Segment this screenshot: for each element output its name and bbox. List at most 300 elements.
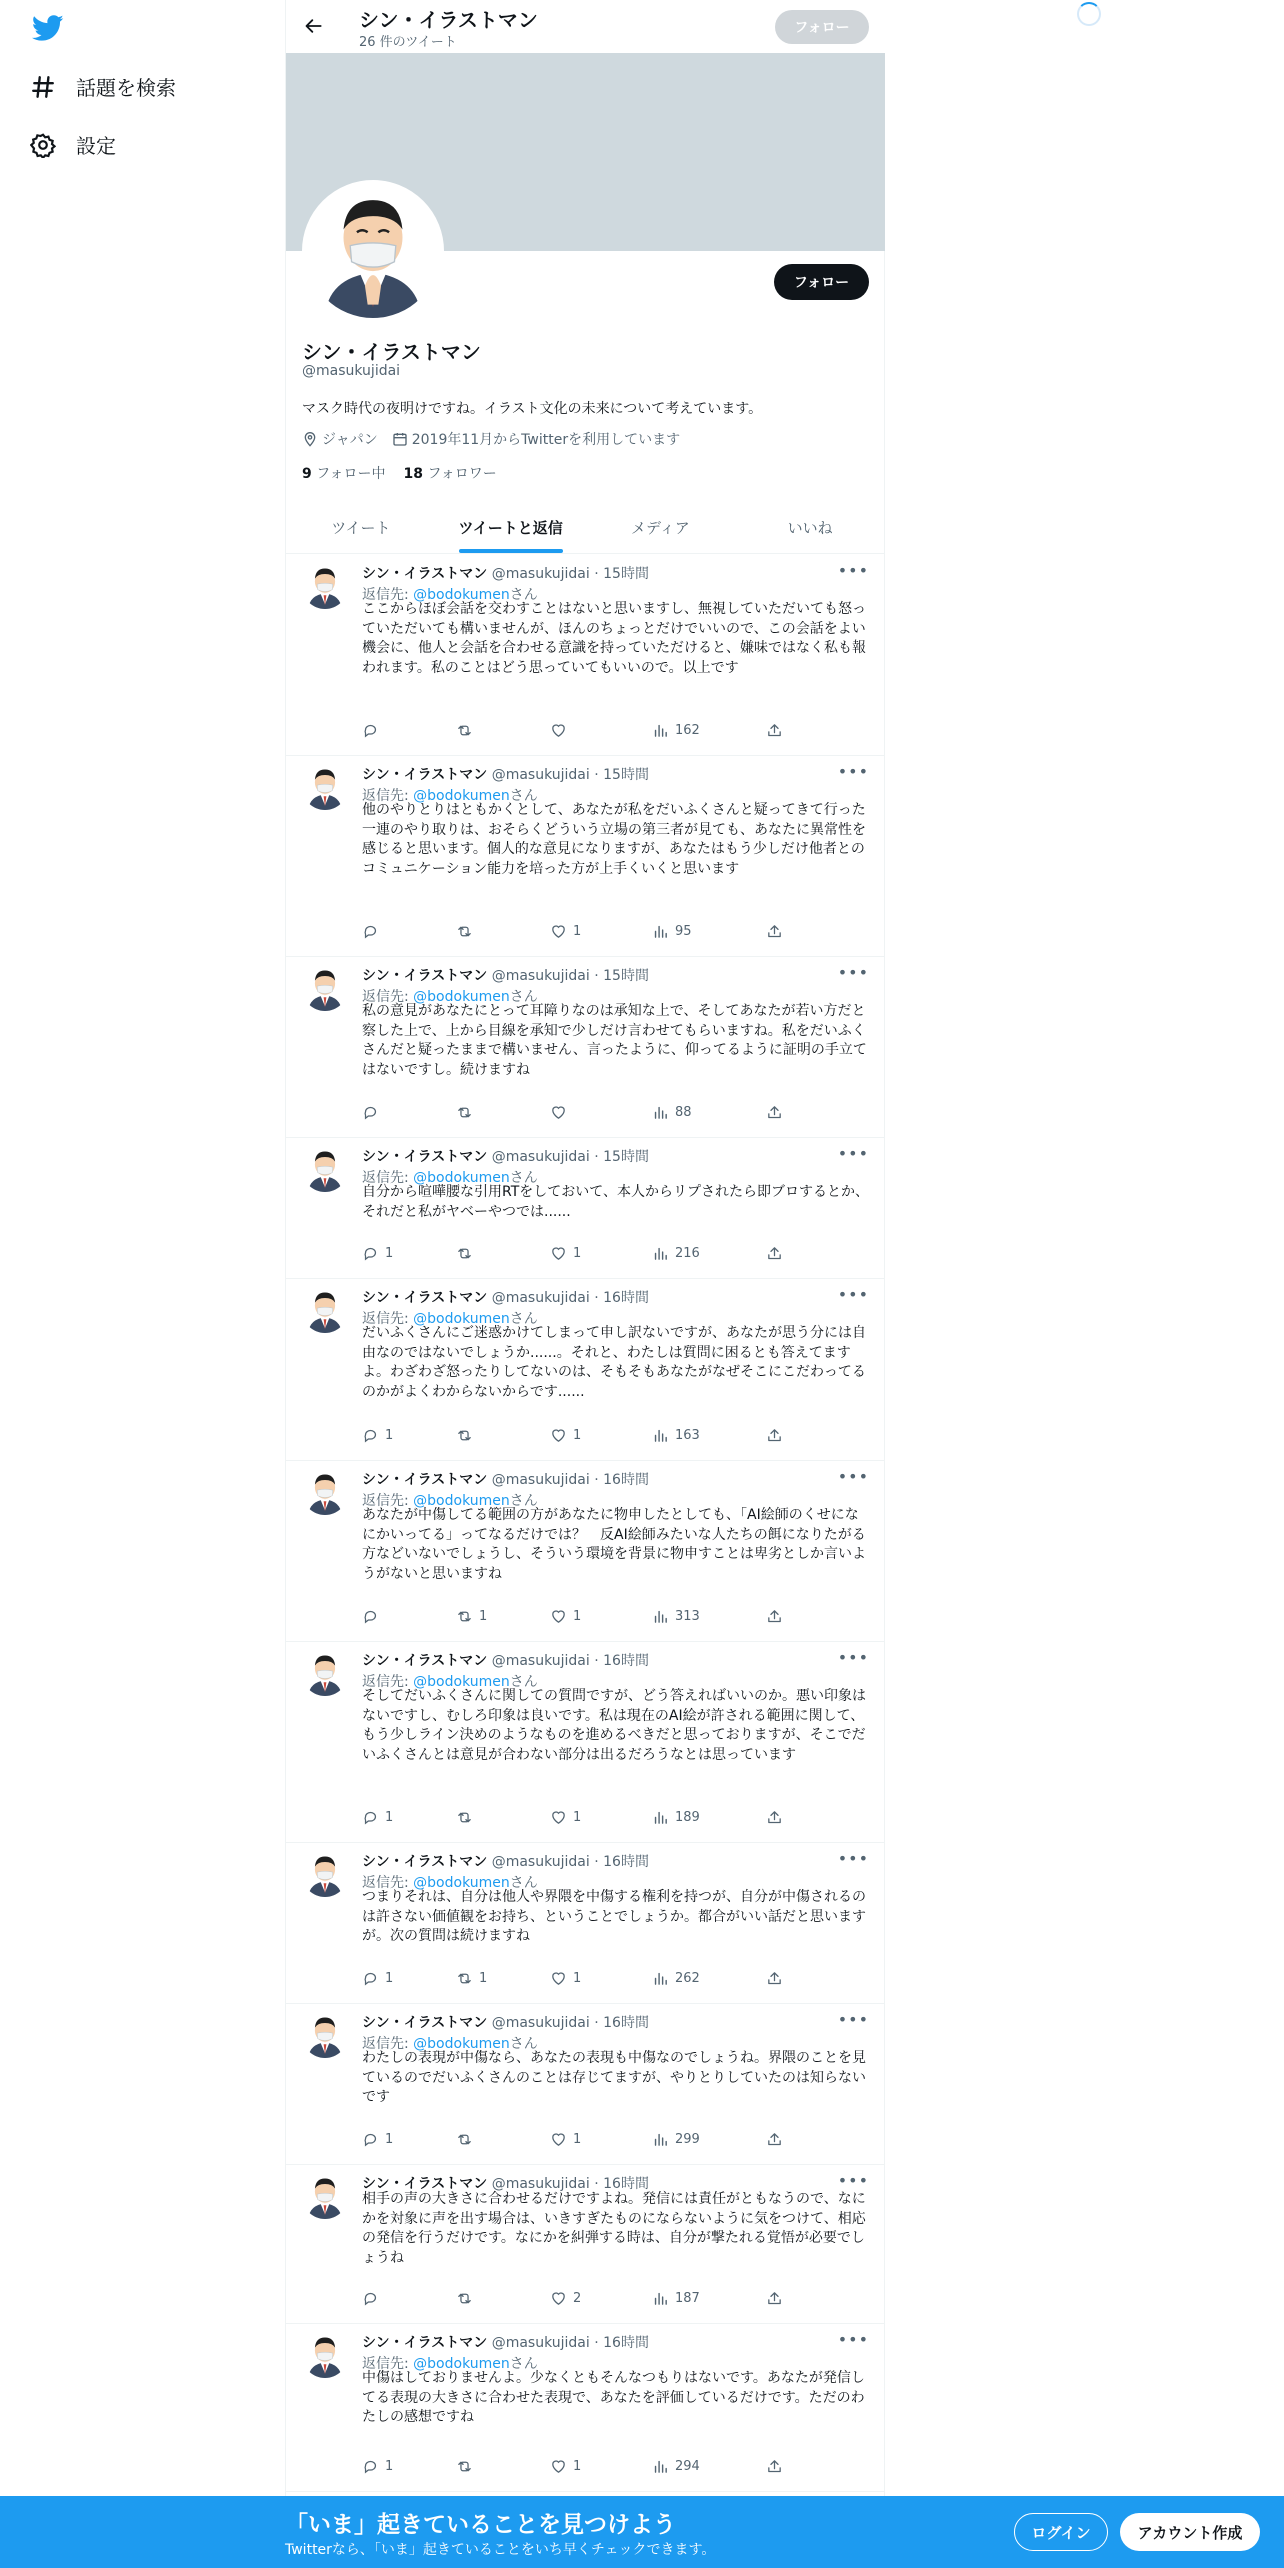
author-name[interactable]: シン・イラストマン bbox=[362, 1854, 488, 1870]
reply-to-link[interactable]: @bodokumen bbox=[413, 788, 510, 804]
main-column bbox=[285, 0, 885, 2568]
view-count: 187 bbox=[675, 2291, 700, 2306]
author-name[interactable]: シン・イラストマン bbox=[362, 968, 488, 984]
views-button[interactable] bbox=[652, 923, 692, 940]
profile-tabs bbox=[286, 502, 885, 554]
reply-count: 1 bbox=[385, 1428, 394, 1443]
views-icon bbox=[652, 1608, 669, 1625]
tweet-time[interactable]: 16時間 bbox=[603, 1854, 649, 1870]
tweet-text: だいふくさんにご迷惑かけてしまって申し訳ないですが、あなたが思う分には自由なのではないでしょうか......。それと、わたしは質問に困るとも答えてますよ。わざわざ怒ったりしてないのは、そもそもあなたがなぜそこにこだわってるのかがよくわからないからです...... bbox=[362, 1325, 866, 1400]
gear-icon bbox=[30, 132, 56, 158]
views-button[interactable] bbox=[652, 2458, 700, 2475]
retweet-icon bbox=[456, 1427, 473, 1444]
bottom-title: 「いま」起きていることを見つけよう bbox=[285, 2512, 676, 2538]
author-handle[interactable]: @masukujidai bbox=[491, 2335, 590, 2351]
tweet-header bbox=[362, 1287, 649, 1307]
reply-icon bbox=[362, 1427, 379, 1444]
reply-to-link[interactable]: @bodokumen bbox=[413, 2356, 510, 2372]
reply-count: 1 bbox=[385, 1971, 394, 1986]
like-count: 1 bbox=[573, 1971, 582, 1986]
like-button[interactable] bbox=[550, 2290, 581, 2307]
tweet-time[interactable]: 16時間 bbox=[603, 1472, 649, 1488]
tweet-actions bbox=[362, 1245, 802, 1267]
author-handle[interactable]: @masukujidai bbox=[491, 1653, 590, 1669]
more-options-icon[interactable]: ••• bbox=[837, 762, 869, 781]
reply-icon bbox=[362, 1809, 379, 1826]
share-button[interactable] bbox=[766, 1104, 783, 1121]
retweet-button[interactable] bbox=[456, 1970, 487, 1987]
views-button[interactable] bbox=[652, 1245, 700, 1262]
retweet-icon bbox=[456, 1104, 473, 1121]
tweet-actions bbox=[362, 2458, 802, 2480]
tweet-header bbox=[362, 1650, 649, 1670]
more-options-icon[interactable]: ••• bbox=[837, 1849, 869, 1868]
like-button[interactable] bbox=[550, 1104, 573, 1121]
tweet-actions bbox=[362, 722, 802, 744]
tab-label: ツイートと返信 bbox=[458, 519, 563, 537]
reply-count: 1 bbox=[385, 2459, 394, 2474]
tweet[interactable] bbox=[286, 1461, 885, 1642]
reply-prefix: 返信先: bbox=[362, 1674, 414, 1690]
retweet-button[interactable] bbox=[456, 1245, 479, 1262]
share-icon bbox=[766, 2131, 783, 2148]
author-handle[interactable]: @masukujidai bbox=[491, 2015, 590, 2031]
avatar[interactable] bbox=[302, 1851, 348, 1897]
reply-suffix: さん bbox=[509, 788, 538, 804]
dot-separator: · bbox=[594, 2015, 599, 2031]
reply-prefix: 返信先: bbox=[362, 1170, 414, 1186]
reply-to-link[interactable]: @bodokumen bbox=[413, 989, 510, 1005]
reply-icon bbox=[362, 1104, 379, 1121]
views-icon bbox=[652, 1970, 669, 1987]
avatar-illustration-icon bbox=[306, 184, 440, 318]
tab-likes[interactable] bbox=[735, 502, 885, 553]
reply-suffix: さん bbox=[509, 989, 538, 1005]
tweet-time[interactable]: 16時間 bbox=[603, 1290, 649, 1306]
tweet-time[interactable]: 15時間 bbox=[603, 767, 649, 783]
heart-icon bbox=[550, 923, 567, 940]
more-options-icon[interactable]: ••• bbox=[837, 963, 869, 982]
more-options-icon[interactable]: ••• bbox=[837, 2330, 869, 2349]
share-icon bbox=[766, 1427, 783, 1444]
reply-suffix: さん bbox=[509, 1311, 538, 1327]
author-handle[interactable]: @masukujidai bbox=[491, 1149, 590, 1165]
tweet[interactable] bbox=[286, 2004, 885, 2165]
tweet-actions bbox=[362, 2131, 802, 2153]
like-count: 1 bbox=[573, 1810, 582, 1825]
tweet-text: 私の意見があなたにとって耳障りなのは承知な上で、そしてあなたが若い方だと察した上で、上から目線を承知で少しだけ言わせてもらいますね。私をだいふくさんだと疑ったままで構いません、言ったように、仰ってるように証明の手立てはないですし。続けますね bbox=[362, 1003, 867, 1078]
retweet-button[interactable] bbox=[456, 1104, 479, 1121]
tweet-actions bbox=[362, 1427, 802, 1449]
author-name[interactable]: シン・イラストマン bbox=[362, 566, 488, 582]
tweet[interactable] bbox=[286, 555, 885, 756]
like-count: 1 bbox=[573, 2459, 582, 2474]
tab-label: メディア bbox=[630, 519, 690, 537]
view-count: 189 bbox=[675, 1810, 700, 1825]
retweet-icon bbox=[456, 722, 473, 739]
tweet-count: 26 件のツイート bbox=[359, 35, 457, 50]
reply-to-link[interactable]: @bodokumen bbox=[413, 587, 510, 603]
dot-separator: · bbox=[594, 2335, 599, 2351]
reply-count: 1 bbox=[385, 1246, 394, 1261]
retweet-button[interactable] bbox=[456, 2131, 479, 2148]
profile-stats bbox=[302, 463, 497, 483]
profile-location bbox=[302, 429, 378, 449]
bottom-subtitle: Twitterなら、「いま」起きていることをいち早くチェックできます。 bbox=[285, 2542, 716, 2558]
retweet-button[interactable] bbox=[456, 1427, 479, 1444]
tweet-time[interactable]: 15時間 bbox=[603, 1149, 649, 1165]
tweet[interactable] bbox=[286, 957, 885, 1138]
share-button[interactable] bbox=[766, 1809, 783, 1826]
tweet-actions bbox=[362, 1104, 802, 1126]
dot-separator: · bbox=[594, 1653, 599, 1669]
like-count: 1 bbox=[573, 924, 582, 939]
views-icon bbox=[652, 1104, 669, 1121]
views-icon bbox=[652, 2458, 669, 2475]
following-count: 9 bbox=[302, 466, 312, 482]
avatar[interactable] bbox=[302, 563, 348, 609]
follow-button[interactable]: フォロー bbox=[774, 264, 869, 300]
reply-icon bbox=[362, 923, 379, 940]
view-count: 299 bbox=[675, 2132, 700, 2147]
tab-tweets[interactable] bbox=[286, 502, 436, 553]
author-name[interactable]: シン・イラストマン bbox=[362, 1149, 488, 1165]
reply-prefix: 返信先: bbox=[362, 788, 414, 804]
active-tab-indicator bbox=[459, 549, 563, 553]
avatar[interactable] bbox=[302, 1469, 348, 1515]
dot-separator: · bbox=[594, 566, 599, 582]
more-options-icon[interactable]: ••• bbox=[837, 1648, 869, 1667]
dot-separator: · bbox=[594, 1290, 599, 1306]
like-count: 1 bbox=[573, 1246, 582, 1261]
reply-button[interactable] bbox=[362, 722, 385, 739]
reply-prefix: 返信先: bbox=[362, 1875, 414, 1891]
like-button[interactable] bbox=[550, 1809, 581, 1826]
calendar-icon bbox=[392, 431, 408, 447]
tab-tweets-replies[interactable] bbox=[436, 502, 586, 553]
header-follow-button[interactable]: フォロー bbox=[775, 10, 869, 44]
author-name[interactable]: シン・イラストマン bbox=[362, 1290, 488, 1306]
like-button[interactable] bbox=[550, 1245, 581, 1262]
views-icon bbox=[652, 2290, 669, 2307]
tweet[interactable] bbox=[286, 1642, 885, 1843]
tweet-time[interactable]: 15時間 bbox=[603, 968, 649, 984]
author-handle[interactable]: @masukujidai bbox=[491, 968, 590, 984]
reply-to-link[interactable]: @bodokumen bbox=[413, 2036, 510, 2052]
reply-icon bbox=[362, 1245, 379, 1262]
reply-count: 1 bbox=[385, 1810, 394, 1825]
retweet-button[interactable] bbox=[456, 2458, 479, 2475]
author-name[interactable]: シン・イラストマン bbox=[362, 767, 488, 783]
like-button[interactable] bbox=[550, 2458, 581, 2475]
retweet-button[interactable] bbox=[456, 2290, 479, 2307]
views-icon bbox=[652, 1245, 669, 1262]
tweet-header bbox=[362, 1851, 649, 1871]
nav-settings[interactable] bbox=[30, 130, 116, 159]
views-button[interactable] bbox=[652, 1970, 700, 1987]
views-button[interactable] bbox=[652, 1809, 700, 1826]
reply-suffix: さん bbox=[509, 2036, 538, 2052]
retweet-icon bbox=[456, 2290, 473, 2307]
reply-suffix: さん bbox=[509, 1170, 538, 1186]
tweet-time[interactable]: 16時間 bbox=[603, 2335, 649, 2351]
views-button[interactable] bbox=[652, 1427, 700, 1444]
more-options-icon[interactable]: ••• bbox=[837, 2171, 869, 2190]
more-options-icon[interactable]: ••• bbox=[837, 1285, 869, 1304]
author-name[interactable]: シン・イラストマン bbox=[362, 2176, 488, 2192]
views-icon bbox=[652, 722, 669, 739]
login-button[interactable]: ログイン bbox=[1014, 2513, 1108, 2551]
more-options-icon[interactable]: ••• bbox=[837, 1467, 869, 1486]
reply-icon bbox=[362, 2290, 379, 2307]
reply-prefix: 返信先: bbox=[362, 1493, 414, 1509]
tweet[interactable] bbox=[286, 1843, 885, 2004]
avatar[interactable] bbox=[302, 764, 348, 810]
views-button[interactable] bbox=[652, 1104, 692, 1121]
like-button[interactable] bbox=[550, 1970, 581, 1987]
dot-separator: · bbox=[594, 968, 599, 984]
reply-button[interactable] bbox=[362, 1245, 393, 1262]
heart-icon bbox=[550, 2458, 567, 2475]
like-count: 2 bbox=[573, 2291, 582, 2306]
share-button[interactable] bbox=[766, 1245, 783, 1262]
tweet-time[interactable]: 16時間 bbox=[603, 2015, 649, 2031]
header-name: シン・イラストマン bbox=[359, 8, 538, 32]
tweet[interactable] bbox=[286, 1138, 885, 1279]
author-name[interactable]: シン・イラストマン bbox=[362, 1472, 488, 1488]
view-count: 294 bbox=[675, 2459, 700, 2474]
heart-icon bbox=[550, 1104, 567, 1121]
dot-separator: · bbox=[594, 1149, 599, 1165]
tweet-text: あなたが中傷してる範囲の方があなたに物申したとしても、「AI絵師のくせになにかいってる」ってなるだけでは？ 反AI絵師みたいな人たちの餌になりたがる方などいないでしょうし、そういう環境を背景に物申すことは卑劣としか言いようがないと思いますね bbox=[362, 1507, 866, 1582]
reply-suffix: さん bbox=[509, 1493, 538, 1509]
loading-spinner-icon bbox=[1077, 2, 1101, 26]
profile-handle: @masukujidai bbox=[302, 363, 401, 379]
retweet-count: 1 bbox=[479, 1971, 488, 1986]
tweet-text: つまりそれは、自分は他人や界隈を中傷する権利を持つが、自分が中傷されるのは許さない価値観をお持ち、ということでしょうか。都合がいい話だと思いますが。次の質問は続けますね bbox=[362, 1889, 866, 1944]
reply-button[interactable] bbox=[362, 1427, 393, 1444]
profile-bio: マスク時代の夜明けですね。イラスト文化の未来について考えています。 bbox=[302, 401, 763, 417]
view-count: 313 bbox=[675, 1609, 700, 1624]
retweet-count: 1 bbox=[479, 1609, 488, 1624]
heart-icon bbox=[550, 2131, 567, 2148]
reply-to-link[interactable]: @bodokumen bbox=[413, 1875, 510, 1891]
retweet-icon bbox=[456, 1970, 473, 1987]
back-button[interactable] bbox=[301, 13, 327, 39]
more-options-icon[interactable]: ••• bbox=[837, 2010, 869, 2029]
tweet-actions bbox=[362, 1970, 802, 1992]
tweet-time[interactable]: 16時間 bbox=[603, 1653, 649, 1669]
more-options-icon[interactable]: ••• bbox=[837, 1144, 869, 1163]
views-button[interactable] bbox=[652, 1608, 700, 1625]
view-count: 216 bbox=[675, 1246, 700, 1261]
profile-name: シン・イラストマン bbox=[302, 340, 481, 364]
tweet[interactable] bbox=[286, 2324, 885, 2492]
avatar[interactable] bbox=[302, 2332, 348, 2378]
tweet-actions bbox=[362, 2290, 802, 2312]
dot-separator: · bbox=[594, 1472, 599, 1488]
retweet-button[interactable] bbox=[456, 1809, 479, 1826]
retweet-button[interactable] bbox=[456, 722, 479, 739]
share-icon bbox=[766, 2458, 783, 2475]
tweet-text: そしてだいふくさんに関しての質問ですが、どう答えればいいのか。悪い印象はないですし、むしろ印象は良いです。私は現在のAI絵が許される範囲に関して、もう少しライン決めのようなものを進めるべきだと思っておりますが、そこでだいふくさんとは意見が合わない部分は出るだろうなとは思っています bbox=[362, 1688, 866, 1763]
like-count: 1 bbox=[573, 2132, 582, 2147]
tab-label: いいね bbox=[787, 519, 833, 537]
avatar[interactable] bbox=[302, 2173, 348, 2219]
reply-button[interactable] bbox=[362, 1809, 393, 1826]
location-pin-icon bbox=[302, 431, 318, 447]
reply-icon bbox=[362, 2458, 379, 2475]
retweet-button[interactable] bbox=[456, 923, 479, 940]
reply-to-link[interactable]: @bodokumen bbox=[413, 1674, 510, 1690]
share-icon bbox=[766, 1608, 783, 1625]
share-icon bbox=[766, 722, 783, 739]
like-button[interactable] bbox=[550, 1608, 581, 1625]
avatar[interactable] bbox=[302, 1146, 348, 1192]
heart-icon bbox=[550, 1970, 567, 1987]
tweet-time[interactable]: 15時間 bbox=[603, 566, 649, 582]
reply-prefix: 返信先: bbox=[362, 2036, 414, 2052]
tweet-actions bbox=[362, 1809, 802, 1831]
author-name[interactable]: シン・イラストマン bbox=[362, 2015, 488, 2031]
reply-suffix: さん bbox=[509, 587, 538, 603]
reply-button[interactable] bbox=[362, 923, 385, 940]
tweet-text: わたしの表現が中傷なら、あなたの表現も中傷なのでしょうね。界隈のことを見ているのでだいふくさんのことは存じてますが、やりとりしていたのは知らないです bbox=[362, 2050, 866, 2105]
share-button[interactable] bbox=[766, 2290, 783, 2307]
author-name[interactable]: シン・イラストマン bbox=[362, 2335, 488, 2351]
heart-icon bbox=[550, 1608, 567, 1625]
tweet-header bbox=[362, 965, 649, 985]
tweet-time[interactable]: 16時間 bbox=[603, 2176, 649, 2192]
author-handle[interactable]: @masukujidai bbox=[491, 566, 590, 582]
author-name[interactable]: シン・イラストマン bbox=[362, 1653, 488, 1669]
reply-button[interactable] bbox=[362, 1104, 385, 1121]
views-button[interactable] bbox=[652, 2290, 700, 2307]
joined-text: 2019年11月からTwitterを利用しています bbox=[411, 432, 681, 448]
following-link[interactable] bbox=[302, 463, 386, 483]
reply-button[interactable] bbox=[362, 2290, 385, 2307]
share-icon bbox=[766, 1970, 783, 1987]
tweet-header bbox=[362, 764, 649, 784]
tweet-text: 相手の声の大きさに合わせるだけですよね。発信には責任がともなうので、なにかを対象に声を出す場合は、いきすぎたものにならないように気をつけて、相応の発信を行うだけです。なにかを糾弾する時は、自分が撃たれる覚悟が必要でしょうね bbox=[362, 2191, 866, 2266]
tweet[interactable] bbox=[286, 1279, 885, 1461]
reply-icon bbox=[362, 2131, 379, 2148]
reply-button[interactable] bbox=[362, 1608, 385, 1625]
avatar[interactable] bbox=[302, 1650, 348, 1696]
location-text: ジャパン bbox=[322, 432, 378, 448]
share-button[interactable] bbox=[766, 1608, 783, 1625]
retweet-icon bbox=[456, 923, 473, 940]
nav-explore-label: 話題を検索 bbox=[76, 76, 176, 100]
author-handle[interactable]: @masukujidai bbox=[491, 767, 590, 783]
reply-to-link[interactable]: @bodokumen bbox=[413, 1170, 510, 1186]
heart-icon bbox=[550, 1245, 567, 1262]
retweet-button[interactable] bbox=[456, 1608, 487, 1625]
author-handle[interactable]: @masukujidai bbox=[491, 1472, 590, 1488]
signup-button[interactable]: アカウント作成 bbox=[1120, 2513, 1260, 2551]
views-button[interactable] bbox=[652, 722, 700, 739]
share-icon bbox=[766, 1245, 783, 1262]
heart-icon bbox=[550, 1809, 567, 1826]
more-options-icon[interactable]: ••• bbox=[837, 561, 869, 580]
reply-prefix: 返信先: bbox=[362, 2356, 414, 2372]
followers-label: フォロワー bbox=[427, 466, 497, 482]
tweet[interactable] bbox=[286, 2165, 885, 2324]
views-button[interactable] bbox=[652, 2131, 700, 2148]
tweet-header bbox=[362, 2012, 649, 2032]
tweet-text: 他のやりとりはともかくとして、あなたが私をだいふくさんと疑ってきて行った一連のやり取りは、おそらくどういう立場の第三者が見ても、あなたに異常性を感じると思います。個人的な意見になりますが、あなたはもう少しだけ他者とのコミュニケーション能力を培った方が上手くいくと思います bbox=[362, 802, 866, 877]
like-button[interactable] bbox=[550, 722, 573, 739]
dot-separator: · bbox=[594, 1854, 599, 1870]
share-button[interactable] bbox=[766, 1970, 783, 1987]
share-icon bbox=[766, 2290, 783, 2307]
tweet-text: 中傷はしておりませんよ。少なくともそんなつもりはないです。あなたが発信してる表現の大きさに合わせた表現で、あなたを評価しているだけです。ただのわたしの感想ですね bbox=[362, 2370, 865, 2425]
followers-count: 18 bbox=[403, 466, 423, 482]
avatar[interactable] bbox=[302, 1287, 348, 1333]
like-button[interactable] bbox=[550, 2131, 581, 2148]
retweet-icon bbox=[456, 2131, 473, 2148]
reply-button[interactable] bbox=[362, 1970, 393, 1987]
reply-button[interactable] bbox=[362, 2458, 393, 2475]
reply-icon bbox=[362, 722, 379, 739]
share-button[interactable] bbox=[766, 2458, 783, 2475]
tweet-header bbox=[362, 563, 649, 583]
top-header bbox=[286, 0, 885, 53]
avatar[interactable] bbox=[302, 2012, 348, 2058]
twitter-logo-icon[interactable] bbox=[30, 12, 66, 44]
author-handle[interactable]: @masukujidai bbox=[491, 2176, 590, 2192]
views-icon bbox=[652, 2131, 669, 2148]
share-button[interactable] bbox=[766, 1427, 783, 1444]
reply-suffix: さん bbox=[509, 1674, 538, 1690]
nav-explore[interactable] bbox=[30, 72, 176, 101]
arrow-left-icon bbox=[304, 16, 324, 36]
views-icon bbox=[652, 1427, 669, 1444]
like-button[interactable] bbox=[550, 923, 581, 940]
profile-avatar[interactable] bbox=[302, 180, 444, 322]
heart-icon bbox=[550, 2290, 567, 2307]
share-button[interactable] bbox=[766, 2131, 783, 2148]
author-handle[interactable]: @masukujidai bbox=[491, 1290, 590, 1306]
like-button[interactable] bbox=[550, 1427, 581, 1444]
view-count: 262 bbox=[675, 1971, 700, 1986]
followers-link[interactable] bbox=[404, 463, 497, 483]
heart-icon bbox=[550, 722, 567, 739]
tweet-actions bbox=[362, 923, 802, 945]
share-button[interactable] bbox=[766, 923, 783, 940]
view-count: 95 bbox=[675, 924, 692, 939]
reply-prefix: 返信先: bbox=[362, 587, 414, 603]
tweet-header bbox=[362, 1146, 649, 1166]
profile-joined bbox=[392, 429, 680, 449]
reply-prefix: 返信先: bbox=[362, 989, 414, 1005]
avatar[interactable] bbox=[302, 965, 348, 1011]
tweet[interactable] bbox=[286, 756, 885, 957]
reply-suffix: さん bbox=[509, 2356, 538, 2372]
reply-to-link[interactable]: @bodokumen bbox=[413, 1311, 510, 1327]
tab-media[interactable] bbox=[586, 502, 736, 553]
heart-icon bbox=[550, 1427, 567, 1444]
tweet-header bbox=[362, 2332, 649, 2352]
dot-separator: · bbox=[594, 2176, 599, 2192]
view-count: 163 bbox=[675, 1428, 700, 1443]
views-icon bbox=[652, 923, 669, 940]
reply-to-link[interactable]: @bodokumen bbox=[413, 1493, 510, 1509]
reply-button[interactable] bbox=[362, 2131, 393, 2148]
share-button[interactable] bbox=[766, 722, 783, 739]
author-handle[interactable]: @masukujidai bbox=[491, 1854, 590, 1870]
view-count: 162 bbox=[675, 723, 700, 738]
